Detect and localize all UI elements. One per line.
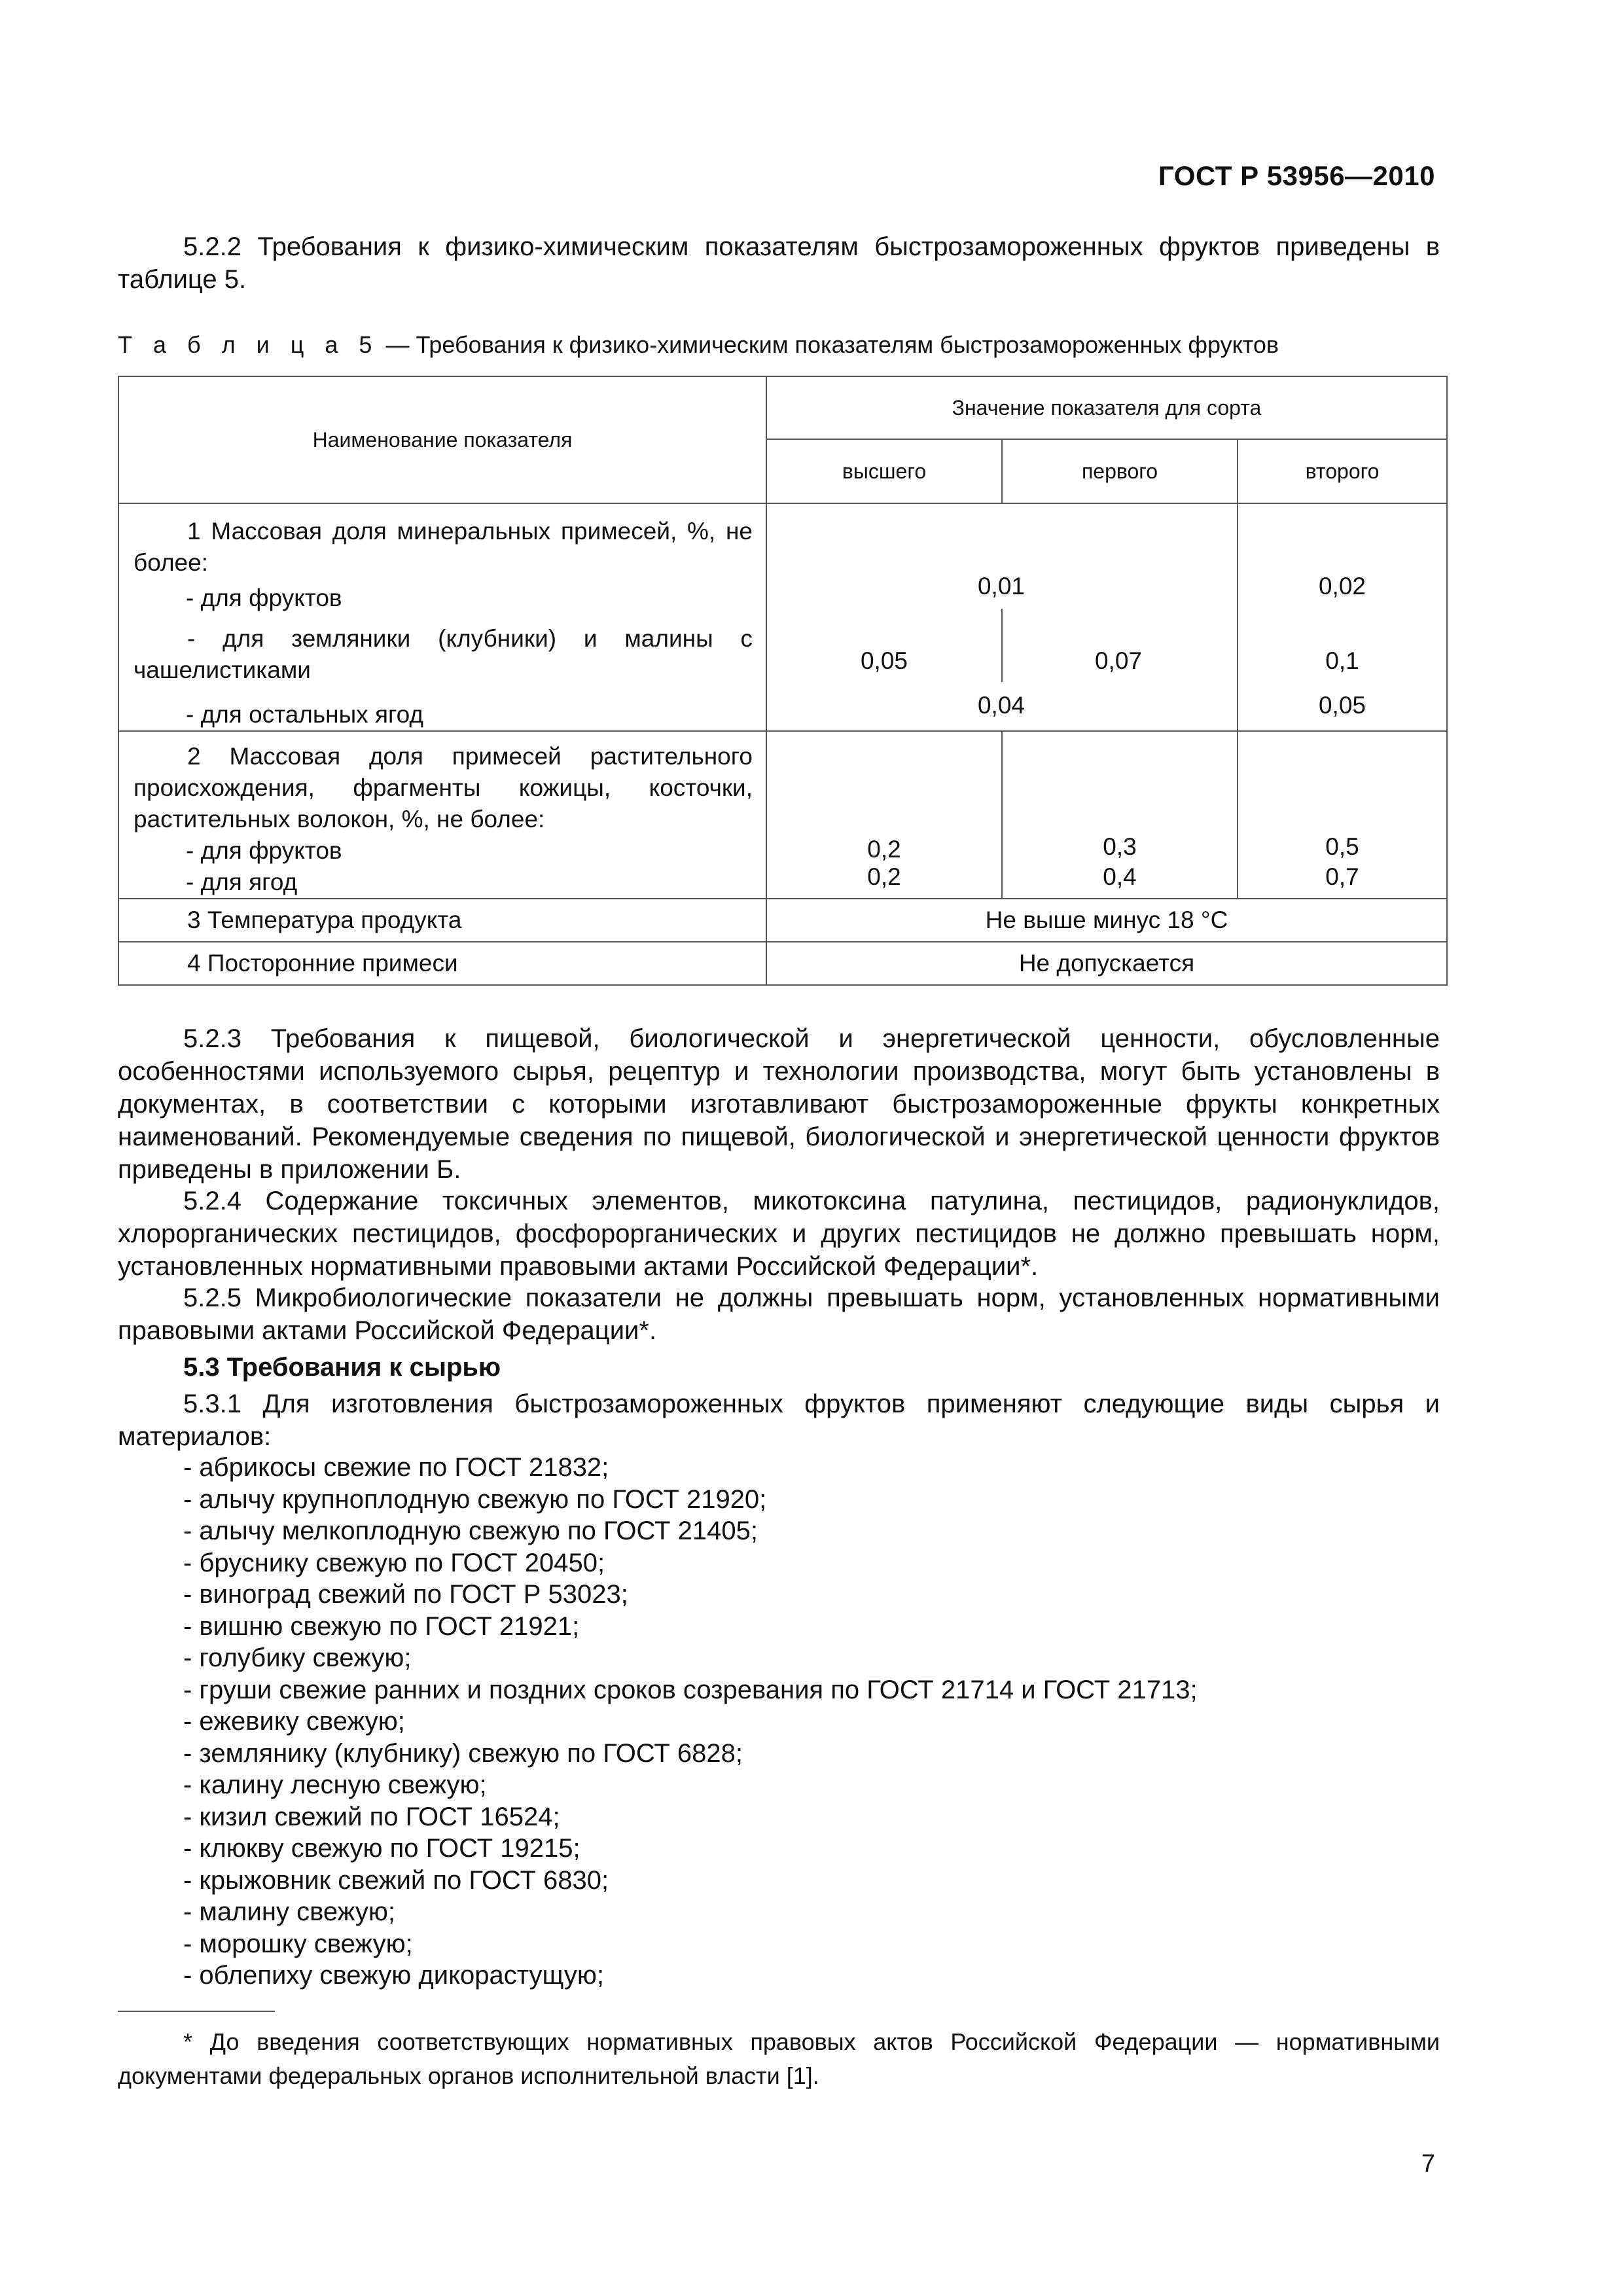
page-number: 7 — [1421, 2150, 1435, 2178]
value-fruits-second: 0,02 — [1318, 573, 1366, 600]
header-grade-value: Значение показателя для сорта — [766, 376, 1447, 439]
row-foreign-impurities-title: 4 Посторонние примеси — [187, 950, 458, 977]
value-other-second: 0,05 — [1318, 692, 1366, 719]
row-temperature-name — [118, 899, 766, 942]
list-item: - алычу крупноплодную свежую по ГОСТ 21920; — [183, 1484, 767, 1514]
row-foreign-impurities-name — [118, 942, 766, 985]
footnote: * До введения соответствующих нормативных правовых актов Российской Федерации — нормативными документами федеральных органов исполнительной власти [1]. — [118, 2028, 1440, 2089]
table-5 — [118, 376, 1448, 986]
table-caption-lead: Т а б л и ц а 5 — [118, 331, 380, 358]
table-caption — [118, 331, 1279, 359]
item-strawberry-raspberry: - для земляники (клубники) и малины с чашелистиками — [134, 625, 753, 683]
row-plant-impurities-name — [118, 731, 766, 899]
row-mineral-impurities-values-3 — [1238, 503, 1447, 731]
item-fruits: - для фруктов — [186, 584, 342, 611]
value-plant-fruits-top: 0,2 — [867, 836, 901, 863]
list-item: - алычу мелкоплодную свежую по ГОСТ 21405; — [183, 1516, 758, 1545]
header-indicator-name: Наименование показателя — [118, 376, 766, 503]
list-item: - клюкву свежую по ГОСТ 19215; — [183, 1834, 580, 1863]
row-plant-impurities-second — [1238, 731, 1447, 899]
list-item: - облепиху свежую дикорастущую; — [183, 1961, 605, 1990]
header-grade-first: первого — [1002, 439, 1238, 503]
paragraph-5-2-2: 5.2.2 Требования к физико-химическим показателям быстрозамороженных фруктов приведены в таблице 5. — [118, 232, 1440, 294]
footnote-separator — [118, 2011, 275, 2012]
list-item: - голубику свежую; — [183, 1643, 412, 1672]
value-plant-berries-first: 0,4 — [1103, 863, 1137, 890]
row-temperature-title: 3 Температура продукта — [187, 906, 462, 933]
row-mineral-impurities-values-12 — [766, 503, 1238, 731]
row-plant-impurities-top — [766, 731, 1002, 899]
list-item: - малину свежую; — [183, 1897, 395, 1926]
item-other-berries: - для остальных ягод — [186, 701, 424, 728]
item-berries-2: - для ягод — [186, 869, 298, 895]
paragraph-5-3-1: 5.3.1 Для изготовления быстрозамороженных фруктов применяют следующие виды сырья и материалов: — [118, 1390, 1440, 1451]
materials-list — [183, 1452, 1198, 1992]
list-item: - калину лесную свежую; — [183, 1770, 487, 1799]
value-plant-fruits-second: 0,5 — [1325, 833, 1359, 860]
list-item: - вишню свежую по ГОСТ 21921; — [183, 1611, 580, 1641]
section-heading-5-3: 5.3 Требования к сырью — [183, 1353, 501, 1382]
list-item: - землянику (клубнику) свежую по ГОСТ 6828; — [183, 1738, 743, 1768]
list-item: - ежевику свежую; — [183, 1707, 405, 1736]
table-caption-text: — Требования к физико-химическим показателям быстрозамороженных фруктов — [385, 331, 1279, 358]
row-plant-impurities-title: 2 Массовая доля примесей растительного происхождения, фрагменты кожицы, косточки, растительных волокон, %, не более: — [134, 743, 753, 833]
value-plant-berries-top: 0,2 — [867, 863, 901, 890]
value-strawberry-first: 0,07 — [1094, 647, 1142, 674]
row-plant-impurities-first — [1002, 731, 1238, 899]
value-plant-fruits-first: 0,3 — [1103, 833, 1137, 860]
header-grade-top: высшего — [766, 439, 1002, 503]
value-strawberry-second: 0,1 — [1325, 647, 1359, 674]
row-temperature-value: Не выше минус 18 °С — [766, 899, 1447, 942]
list-item: - кизил свежий по ГОСТ 16524; — [183, 1802, 560, 1831]
value-plant-berries-second: 0,7 — [1325, 863, 1359, 890]
value-other-top-first: 0,04 — [977, 692, 1025, 719]
item-fruits-2: - для фруктов — [186, 837, 342, 864]
document-header: ГОСТ Р 53956—2010 — [1158, 160, 1435, 191]
row-foreign-impurities-value: Не допускается — [766, 942, 1447, 985]
value-strawberry-top: 0,05 — [860, 647, 908, 674]
paragraph-5-2-3: 5.2.3 Требования к пищевой, биологической и энергетической ценности, обусловленные особенностями используемого сырья, рецептур и технологии производства, могут быть установлены в документах, в соответствии с которыми изготавливают быстрозамороженные фрукты конкретных наименований. Рекомендуемые сведения по пищевой, биологической и энергетической ценности фруктов приведены в приложении Б. — [118, 1024, 1440, 1184]
list-item: - морошку свежую; — [183, 1929, 413, 1958]
header-grade-second: второго — [1238, 439, 1447, 503]
list-item: - крыжовник свежий по ГОСТ 6830; — [183, 1865, 609, 1895]
list-item: - абрикосы свежие по ГОСТ 21832; — [183, 1453, 609, 1482]
list-item: - бруснику свежую по ГОСТ 20450; — [183, 1548, 605, 1577]
row-mineral-impurities-title: 1 Массовая доля минеральных примесей, %, не более: — [134, 518, 753, 576]
paragraph-5-2-5: 5.2.5 Микробиологические показатели не должны превышать норм, установленных нормативными правовыми актами Российской Федерации*. — [118, 1283, 1440, 1345]
list-item: - груши свежие ранних и поздних сроков созревания по ГОСТ 21714 и ГОСТ 21713; — [183, 1675, 1198, 1704]
list-item: - виноград свежий по ГОСТ Р 53023; — [183, 1580, 628, 1609]
value-fruits-top-first: 0,01 — [977, 573, 1025, 600]
row-mineral-impurities-name — [118, 503, 766, 731]
paragraph-5-2-4: 5.2.4 Содержание токсичных элементов, микотоксина патулина, пестицидов, радионуклидов, хлорорганических пестицидов, фосфорорганических и других пестицидов не должно превышать норм, установленных нормативными правовыми актами Российской Федерации*. — [118, 1187, 1440, 1281]
